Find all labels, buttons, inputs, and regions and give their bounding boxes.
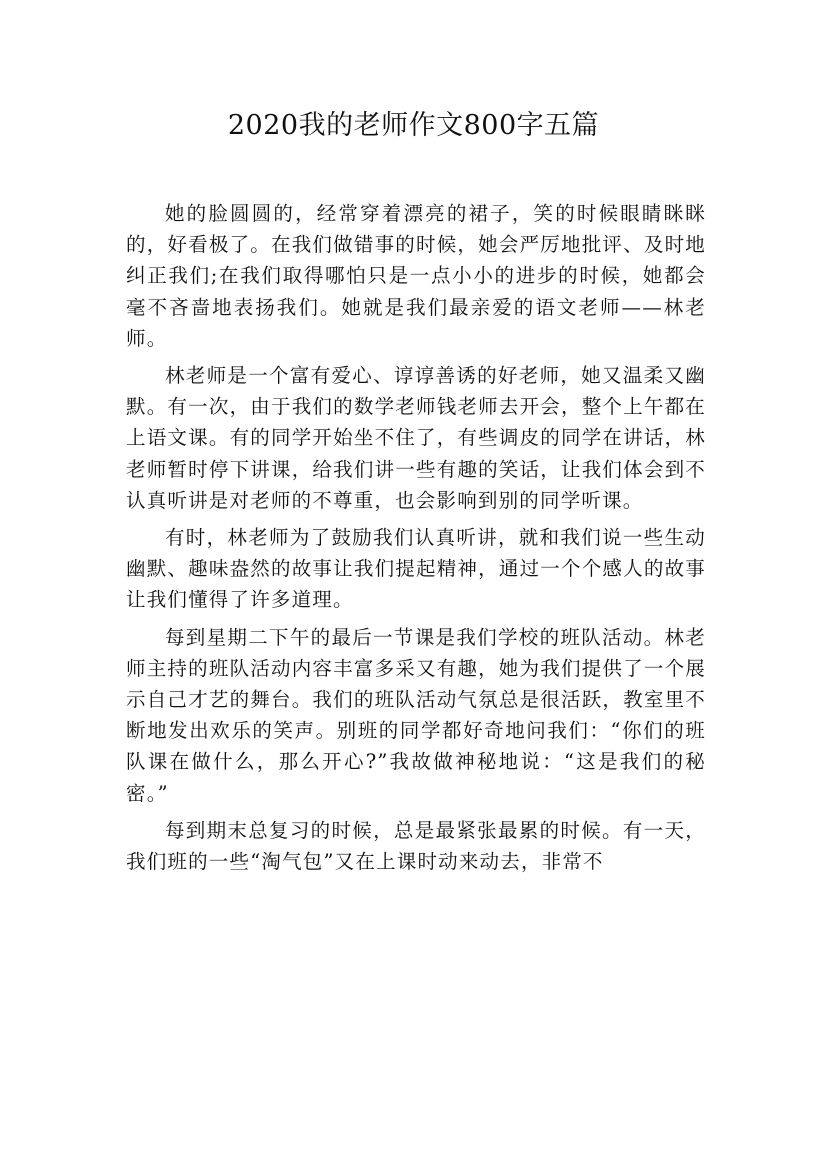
paragraph-3: 有时，林老师为了鼓励我们认真听讲，就和我们说一些生动幽默、趣味盎然的故事让我们提起精神，通过一个个感人的故事让我们懂得了许多道理。 xyxy=(126,526,706,612)
paragraph-4: 每到星期二下午的最后一节课是我们学校的班队活动。林老师主持的班队活动内容丰富多采又有趣，她为我们提供了一个展示自己才艺的舞台。我们的班队活动气氛总是很活跃，教室里不断地发出欢乐的笑声。别班的同学都好奇地问我们：“你们的班队课在做什么，那么开心?”我故做神秘地说：“这是我们的秘密。” xyxy=(126,625,706,805)
document-body xyxy=(126,198,706,883)
document-title: 2020我的老师作文800字五篇 xyxy=(227,110,600,141)
paragraph-5: 每到期末总复习的时候，总是最紧张最累的时候。有一天，我们班的一些“淘气包”又在上课时动来动去，非常不 xyxy=(126,818,706,874)
paragraph-1: 她的脸圆圆的，经常穿着漂亮的裙子，笑的时候眼睛眯眯的，好看极了。在我们做错事的时候，她会严厉地批评、及时地纠正我们;在我们取得哪怕只是一点小小的进步的时候，她都会毫不吝啬地表扬我们。她就是我们最亲爱的语文老师——林老师。 xyxy=(126,202,706,350)
paragraph-2: 林老师是一个富有爱心、谆谆善诱的好老师，她又温柔又幽默。有一次，由于我们的数学老师钱老师去开会，整个上午都在上语文课。有的同学开始坐不住了，有些调皮的同学在讲话，林老师暂时停下讲课，给我们讲一些有趣的笑话，让我们体会到不认真听讲是对老师的不尊重，也会影响到别的同学听课。 xyxy=(126,364,706,512)
